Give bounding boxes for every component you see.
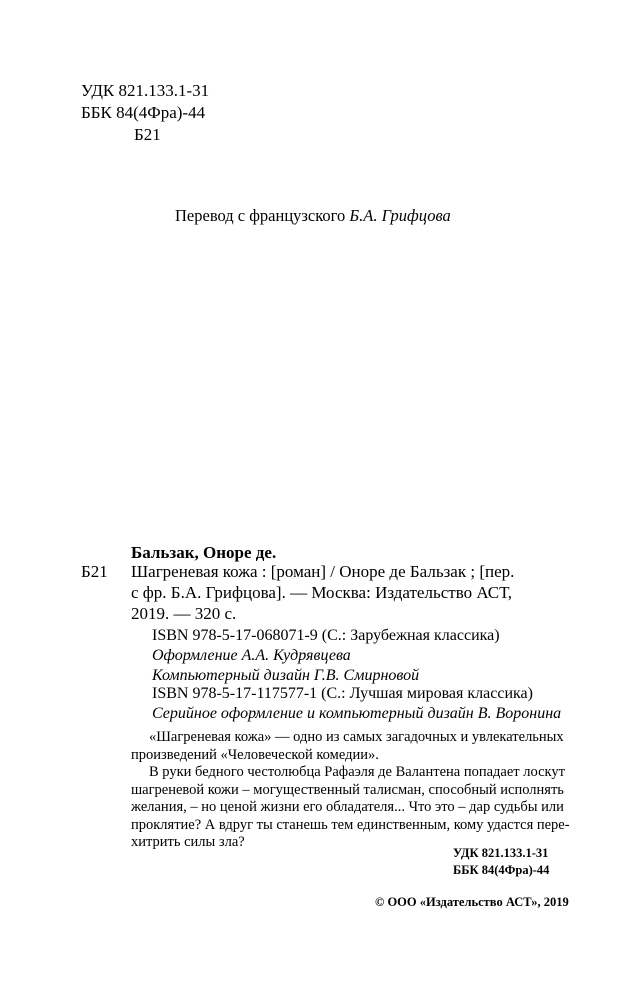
footer-udk-code: УДК 821.133.1-31 (453, 846, 549, 860)
catalog-line: 2019. — 320 с. (131, 604, 237, 623)
annotation-line: шагреневой кожи – могущественный талисман, способный исполнять (131, 781, 564, 798)
annotation-line: «Шагреневая кожа» — одно из самых загадочных и увлекательных (149, 729, 564, 745)
isbn-block (152, 684, 561, 724)
annotation-line: В руки бедного честолюбца Рафаэля де Валантена попадает лоскут (149, 764, 565, 780)
computer-design-credit: Компьютерный дизайн Г.В. Смирновой (152, 667, 420, 684)
annotation-line: проклятие? А вдруг ты станешь тем единственным, кому удастся пере- (131, 816, 570, 833)
author-heading: Бальзак, Оноре де. (131, 543, 277, 562)
translator-name: Б.А. Грифцова (349, 206, 451, 225)
annotation-paragraph (131, 729, 570, 764)
catalog-line: с фр. Б.А. Грифцова]. — Москва: Издательство АСТ, (131, 583, 513, 602)
series-design-credit: Серийное оформление и компьютерный дизайн В. Воронина (152, 705, 562, 722)
design-credit: Оформление А.А. Кудрявцева (152, 647, 351, 664)
copyright: © ООО «Издательство АСТ», 2019 (375, 895, 569, 909)
isbn-line: ISBN 978-5-17-068071-9 (С.: Зарубежная классика) (152, 627, 500, 644)
udk-code: УДК 821.133.1-31 (81, 81, 210, 100)
annotation-line: желания, – но ценой жизни его обладателя... Что это – дар судьбы или (131, 799, 564, 815)
isbn-line: ISBN 978-5-17-117577-1 (С.: Лучшая мировая классика) (152, 685, 533, 702)
isbn-block (152, 626, 500, 686)
catalog-entry (131, 561, 514, 624)
footer-bbk-code: ББК 84(4Фра)-44 (453, 863, 550, 877)
annotation (131, 729, 570, 852)
translation-line (175, 206, 451, 226)
translation-prefix: Перевод с французского (175, 206, 350, 225)
annotation-line: произведений «Человеческой комедии». (131, 746, 379, 763)
author-mark: Б21 (134, 125, 161, 144)
catalog-mark: Б21 (81, 562, 108, 581)
annotation-line: хитрить силы зла? (131, 834, 245, 850)
annotation-paragraph (131, 764, 570, 852)
catalog-line: Шагреневая кожа : [роман] / Оноре де Бальзак ; [пер. (131, 562, 515, 581)
bbk-code: ББК 84(4Фра)-44 (81, 103, 206, 122)
